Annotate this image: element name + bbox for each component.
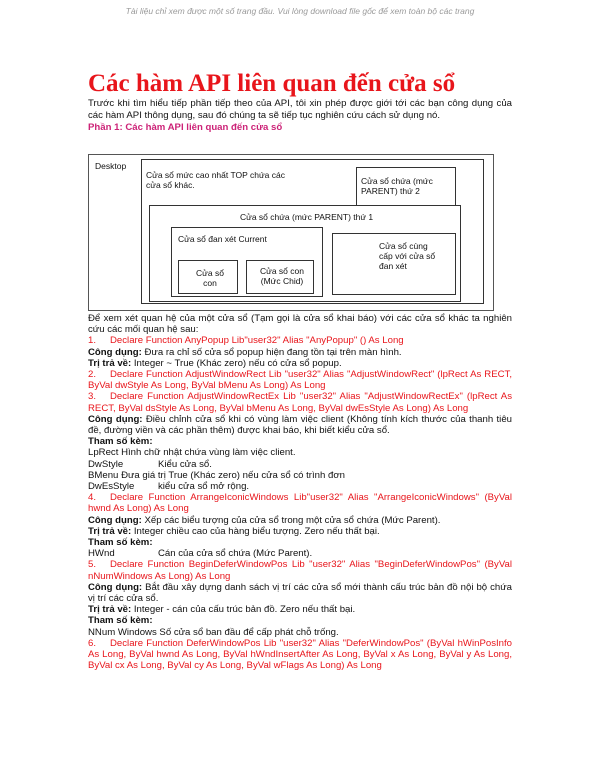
function-5 (88, 559, 512, 581)
function-declaration: Declare Function AdjustWindowRect Lib "user32" Alias "AdjustWindowRect" (lpRect As RECT, ByVal dwStyle As Long, ByVal bMenu As Long) As Long (88, 369, 512, 392)
function-6 (88, 638, 512, 672)
desktop-label: Desktop (95, 161, 127, 171)
sibling-box (332, 233, 456, 295)
function-1-return: Trị trả về: Integer ~ True (Khác zero) nếu có cửa sổ popup. (88, 357, 342, 369)
function-2 (88, 369, 512, 391)
document-body (88, 313, 512, 672)
function-number: 2. (88, 369, 97, 381)
current-window-label: Cửa sổ đan xét Current (178, 234, 267, 244)
function-3-usage: Công dụng: Điều chỉnh cửa sổ khi có vùng làm việc client (Không tính kích thước của thanh tiêu đề, đường viền và các phần thêm) được khai báo, khi biết kiểu cửa sổ. (88, 413, 512, 437)
parent1-label: Cửa sổ chứa (mức PARENT) thứ 1 (240, 212, 374, 222)
parent1-box (149, 205, 461, 302)
function-declaration: Declare Function ArrangeIconicWindows Lib"user32" Alias "ArrangeIconicWindows" (ByVal hwnd As Long) As Long (88, 492, 512, 515)
function-5-return: Trị trả về: Integer - cán của cấu trúc bản đồ. Zero nếu thất bại. (88, 604, 356, 616)
param-dwstyle: DwStyle Kiểu cửa sổ. (88, 458, 212, 470)
window-hierarchy-diagram (88, 154, 494, 311)
function-declaration: Declare Function BeginDeferWindowPos Lib "user32" Alias "BeginDeferWindowPos" (ByVal nNumWindows As Long) As Long (88, 559, 512, 582)
page-title: Các hàm API liên quan đến cửa sổ (88, 70, 456, 97)
function-declaration: Declare Function AnyPopup Lib"user32" Alias "AnyPopup" () As Long (110, 335, 404, 347)
function-number: 4. (88, 492, 97, 504)
function-5-usage: Công dụng: Bắt đầu xây dựng danh sách vị trí các cửa sổ mới thành cấu trúc bản đồ nội bộ chứa vị trí các cửa sổ. (88, 581, 512, 605)
sibling-label: Cửa sổ cùng cấp với cửa sổ đan xét (379, 241, 436, 271)
function-4 (88, 492, 512, 514)
function-4-usage: Công dụng: Xếp các biểu tượng của cửa sổ trong một cửa sổ chứa (Mức Parent). (88, 514, 441, 526)
function-4-params-heading: Tham số kèm: (88, 537, 153, 549)
child-label: Cửa sổ con (196, 268, 224, 288)
function-number: 5. (88, 559, 97, 571)
lead-paragraph: Để xem xét quan hệ của một cửa sổ (Tạm gọi là cửa sổ khai báo) với các cửa sổ khác ta nghiên cứu các mối quan hệ sau: (88, 313, 512, 336)
function-1 (88, 335, 512, 346)
param-lprect: LpRect Hình chữ nhật chứa vùng làm việc client. (88, 447, 296, 459)
function-number: 1. (88, 335, 97, 347)
function-number: 3. (88, 391, 97, 403)
function-declaration: Declare Function DeferWindowPos Lib "user32" Alias "DeferWindowPos" (ByVal hWinPosInfo As Long, ByVal hwnd As Long, ByVal hWndInsertAfter As Long, ByVal x As Long, ByVal y As Long, ByVal cx As Long, ByVal cy As Long, ByVal wFlags As Long) As Long (88, 637, 512, 672)
function-1-usage: Công dụng: Đưa ra chỉ số cửa sổ popup hiện đang tồn tại trên màn hình. (88, 346, 402, 358)
parent2-label: Cửa sổ chứa (mức PARENT) thứ 2 (361, 176, 433, 196)
function-declaration: Declare Function AdjustWindowRectEx Lib "user32" Alias "AdjustWindowRectEx" (lpRect As RECT, ByVal dsStyle As Long, ByVal bMenu As Long, ByVal dwEsStyle As Long) As Long (88, 391, 512, 414)
param-dwesstyle: DwEsStyle kiểu cửa sổ mở rộng. (88, 481, 250, 493)
function-3-params-heading: Tham số kèm: (88, 436, 153, 448)
function-number: 6. (88, 637, 97, 649)
function-3 (88, 391, 512, 413)
top-window-label: Cửa sổ mức cao nhất TOP chứa các cửa sổ khác. (146, 170, 285, 190)
function-4-return: Trị trả về: Integer chiều cao của hàng biểu tượng. Zero nếu thất bại. (88, 525, 380, 537)
preview-banner: Tài liệu chỉ xem được một số trang đầu. Vui lòng download file gốc để xem toàn bộ các trang (125, 6, 475, 16)
child-window-label: Cửa sổ con (Mức Chid) (260, 266, 304, 286)
intro-paragraph: Trước khi tìm hiểu tiếp phần tiếp theo của API, tôi xin phép được giới tới các bạn công dụng của các hàm API thông dụng, sau đó chúng ta sẽ tiếp tục nghiên cứu cách sử dụng nó. (88, 98, 512, 121)
param-nnumwindows: NNum Windows Số cửa sổ ban đầu để cấp phát chỗ trống. (88, 626, 339, 638)
current-window-box (171, 227, 323, 297)
function-5-params-heading: Tham số kèm: (88, 615, 153, 627)
child-window-box (246, 260, 314, 294)
child-box (178, 260, 238, 294)
section-heading: Phần 1: Các hàm API liên quan đến cửa sổ (88, 122, 283, 133)
param-bmenu: BMenu Đưa giá trị True (Khác zero) nếu cửa sổ có trình đơn (88, 469, 345, 481)
param-hwnd: HWnd Cán của cửa sổ chứa (Mức Parent). (88, 548, 313, 560)
